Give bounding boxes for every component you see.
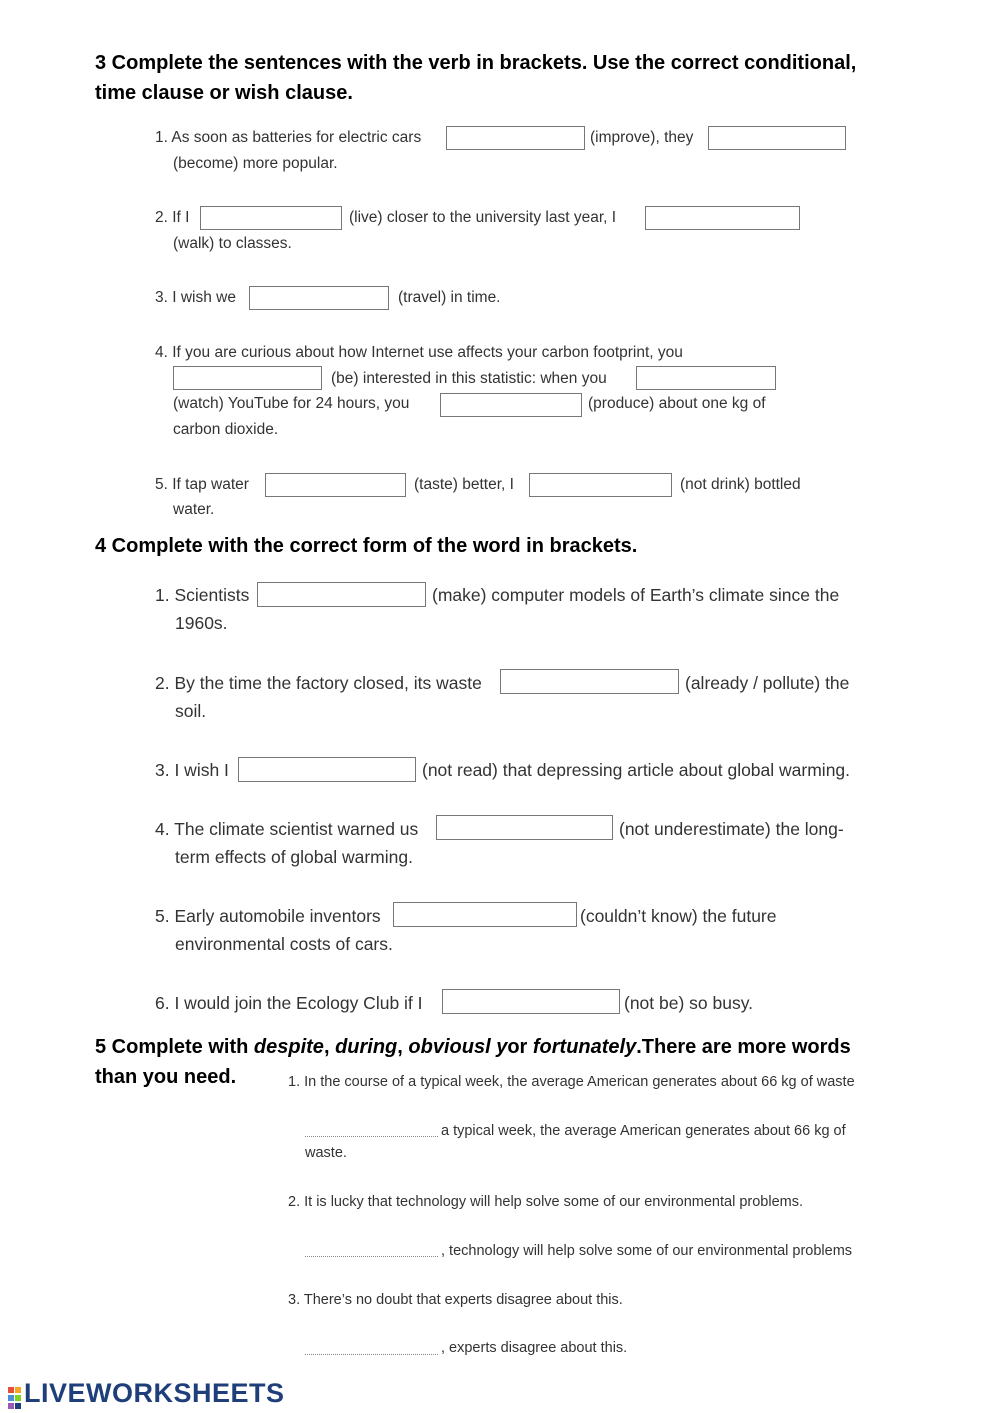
ex3-q4-text-a: 4. If you are curious about how Internet use affects your carbon footprint, you: [155, 344, 683, 361]
ex5-q3-text-a: 3. There’s no doubt that experts disagree about this.: [288, 1292, 623, 1308]
ex3-q4-text-d: (produce) about one kg of: [588, 395, 766, 412]
ex4-q5-text-c: environmental costs of cars.: [175, 934, 393, 954]
logo-text: LIVEWORKSHEETS: [24, 1378, 285, 1408]
ex4-q4-answer[interactable]: [436, 815, 613, 840]
ex3-q5-text-c: (not drink) bottled: [680, 476, 801, 493]
liveworksheets-logo: [8, 1378, 285, 1411]
ex5-sep3: or: [507, 1036, 533, 1058]
ex5-q2-answer-line[interactable]: [305, 1256, 438, 1257]
ex4-q2-text-c: soil.: [175, 701, 207, 721]
ex3-q5-text-a: 5. If tap water: [155, 476, 249, 493]
ex4-q1-text-a: 1. Scientists: [155, 585, 250, 605]
ex4-heading: 4 Complete with the correct form of the word in brackets.: [95, 535, 638, 557]
ex3-q2-text-a: 2. If I: [155, 209, 190, 226]
ex3-q1-answer-1[interactable]: [446, 126, 585, 150]
logo-icon: [8, 1385, 22, 1411]
ex3-q4-text-b: (be) interested in this statistic: when you: [331, 370, 607, 387]
ex5-heading-part2: .There are more words: [636, 1036, 851, 1058]
ex4-q4-text-b: (not underestimate) the long-: [619, 819, 844, 839]
ex4-q1-text-c: 1960s.: [175, 613, 228, 633]
ex4-q1-text-b: (make) computer models of Earth’s climate since the: [432, 585, 840, 605]
ex3-heading-line1: 3 Complete the sentences with the verb in brackets. Use the correct conditional,: [95, 52, 857, 74]
ex4-q1-answer[interactable]: [257, 582, 426, 607]
ex5-word-obviously: obviousl y: [408, 1036, 508, 1058]
ex3-q3-text-b: (travel) in time.: [398, 289, 501, 306]
ex3-q4-text-e: carbon dioxide.: [173, 421, 279, 438]
ex5-heading-line2: than you need.: [95, 1066, 237, 1088]
ex3-q5-answer-1[interactable]: [265, 473, 406, 497]
ex3-q5-text-d-clip: [173, 500, 214, 518]
ex3-q4-answer-1[interactable]: [173, 366, 322, 390]
ex5-q1-text-a-clip: [288, 1072, 885, 1092]
ex4-q6-text-b: (not be) so busy.: [624, 993, 754, 1013]
ex5-word-fortunately: fortunately: [532, 1036, 637, 1058]
ex5-heading-part1: 5 Complete with: [95, 1036, 254, 1058]
ex3-q2-answer-1[interactable]: [200, 206, 342, 230]
ex4-q4-text-c: term effects of global warming.: [175, 847, 413, 867]
ex3-q2-answer-2[interactable]: [645, 206, 800, 230]
ex3-q3-text-a: 3. I wish we: [155, 289, 236, 306]
ex4-q5-answer[interactable]: [393, 902, 577, 927]
ex5-q1-text-a: 1. In the course of a typical week, the average American generates about 66 kg of waste: [288, 1074, 855, 1090]
ex5-heading-line1: [95, 1032, 851, 1062]
ex5-sep2: ,: [397, 1036, 409, 1058]
ex3-q2-text-b: (live) closer to the university last year, I: [349, 209, 617, 226]
ex3-q4-answer-2[interactable]: [636, 366, 776, 390]
ex3-q5-text-d: water.: [173, 501, 215, 518]
ex3-q1-text-c: (become) more popular.: [173, 155, 338, 172]
ex4-q5-text-a: 5. Early automobile inventors: [155, 906, 381, 926]
ex5-q2-text-a: 2. It is lucky that technology will help solve some of our environmental problems.: [288, 1194, 803, 1210]
ex5-q1-answer-line[interactable]: [305, 1136, 438, 1137]
ex3-q4-answer-3[interactable]: [440, 393, 582, 417]
ex5-q3-answer-line[interactable]: [305, 1354, 438, 1355]
ex4-q4-text-a: 4. The climate scientist warned us: [155, 819, 419, 839]
ex5-word-despite: despite: [253, 1036, 324, 1058]
ex5-q1-text-c: waste.: [305, 1145, 347, 1161]
ex3-heading-line2: time clause or wish clause.: [95, 82, 353, 104]
ex4-q2-text-b: (already / pollute) the: [685, 673, 850, 693]
ex4-q3-text-b: (not read) that depressing article about global warming.: [422, 760, 851, 780]
ex3-q1-answer-2[interactable]: [708, 126, 846, 150]
ex3-q2-text-c: (walk) to classes.: [173, 235, 292, 252]
ex3-q4-text-c: (watch) YouTube for 24 hours, you: [173, 395, 410, 412]
ex4-q6-answer[interactable]: [442, 989, 620, 1014]
ex3-q3-answer-1[interactable]: [249, 286, 389, 310]
ex4-q6-text-a: 6. I would join the Ecology Club if I: [155, 993, 423, 1013]
ex5-word-during: during: [335, 1036, 398, 1058]
ex4-q2-text-a: 2. By the time the factory closed, its waste: [155, 673, 482, 693]
ex5-q3-text-b: , experts disagree about this.: [441, 1340, 628, 1356]
ex5-q2-text-b: , technology will help solve some of our environmental problems: [441, 1243, 853, 1259]
ex3-q5-text-b: (taste) better, I: [414, 476, 514, 493]
ex4-q5-text-b: (couldn’t know) the future: [580, 906, 777, 926]
ex4-q3-answer[interactable]: [238, 757, 416, 782]
ex3-q5-answer-2[interactable]: [529, 473, 672, 497]
ex3-q1-text-b: (improve), they: [590, 129, 694, 146]
ex4-q2-answer[interactable]: [500, 669, 679, 694]
ex3-q1-text-a: 1. As soon as batteries for electric cars: [155, 129, 422, 146]
ex5-q1-text-b: a typical week, the average American generates about 66 kg of: [441, 1123, 846, 1139]
ex5-sep1: ,: [323, 1036, 336, 1058]
ex4-q3-text-a: 3. I wish I: [155, 760, 229, 780]
